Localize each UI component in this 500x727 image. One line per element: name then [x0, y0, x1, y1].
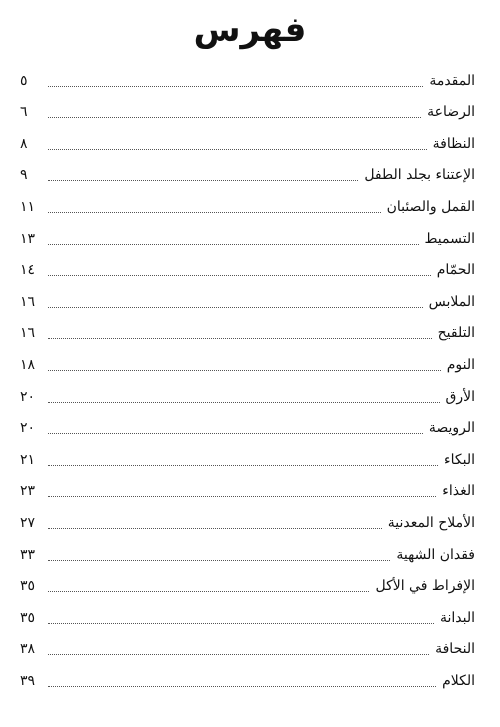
- toc-label: الأرق: [445, 388, 475, 405]
- dot-leader: [48, 432, 423, 434]
- toc-entry: [20, 536, 475, 568]
- toc-entry: [20, 125, 475, 157]
- toc-entry: [20, 188, 475, 220]
- toc-label: التسميط: [424, 230, 475, 247]
- dot-leader: [48, 622, 434, 624]
- toc-label: الحمّام: [436, 262, 475, 279]
- toc-label: المقدمة: [429, 72, 475, 89]
- dot-leader: [48, 243, 419, 245]
- toc-page-number: ١٦: [20, 325, 36, 342]
- toc-label: الكلام: [442, 672, 475, 689]
- toc-label: التلقيح: [437, 325, 475, 342]
- toc-page-number: ٣٩: [20, 672, 36, 689]
- toc-label: الغذاء: [442, 483, 475, 500]
- dot-leader: [48, 211, 381, 213]
- toc-page-number: ٩: [20, 167, 28, 184]
- toc-page-number: ١٤: [20, 262, 36, 279]
- dot-leader: [48, 685, 436, 687]
- toc-page-number: ٣٥: [20, 609, 36, 626]
- table-of-contents: [20, 62, 475, 694]
- toc-entry: [20, 568, 475, 600]
- dot-leader: [48, 306, 423, 308]
- dot-leader: [48, 559, 390, 561]
- dot-leader: [48, 653, 429, 655]
- toc-page-number: ٢٠: [20, 388, 36, 405]
- toc-page-number: ٨: [20, 135, 28, 152]
- toc-page-number: ٢١: [20, 451, 36, 468]
- dot-leader: [48, 274, 431, 276]
- toc-entry: [20, 62, 475, 94]
- toc-entry: [20, 599, 475, 631]
- toc-label: الأملاح المعدنية: [387, 514, 475, 531]
- page-title: فهرس: [193, 10, 307, 50]
- toc-page-number: ٦: [20, 104, 28, 121]
- toc-label: الإعتناء بجلد الطفل: [364, 167, 475, 184]
- dot-leader: [48, 116, 421, 118]
- toc-page-number: ٢٧: [20, 514, 36, 531]
- toc-entry: [20, 315, 475, 347]
- toc-entry: [20, 283, 475, 315]
- toc-entry: [20, 504, 475, 536]
- toc-page-number: ١٨: [20, 356, 36, 373]
- toc-entry: [20, 252, 475, 284]
- dot-leader: [48, 495, 436, 497]
- dot-leader: [48, 527, 382, 529]
- dot-leader: [48, 401, 440, 403]
- toc-entry: [20, 631, 475, 663]
- toc-page-number: ١١: [20, 198, 36, 215]
- toc-page-number: ٢٠: [20, 420, 36, 437]
- toc-page-number: ٢٣: [20, 483, 36, 500]
- toc-label: النظافة: [432, 135, 475, 152]
- dot-leader: [48, 337, 432, 339]
- toc-label: النوم: [446, 356, 475, 373]
- toc-entry: [20, 378, 475, 410]
- toc-entry: [20, 441, 475, 473]
- toc-label: الملابس: [428, 293, 475, 310]
- toc-label: القمل والصئبان: [386, 198, 475, 215]
- dot-leader: [48, 148, 427, 150]
- dot-leader: [48, 179, 358, 181]
- toc-page-number: ٣٨: [20, 641, 36, 658]
- toc-entry: [20, 157, 475, 189]
- dot-leader: [48, 464, 438, 466]
- toc-page-number: ٣٣: [20, 546, 36, 563]
- toc-label: البدانة: [439, 609, 475, 626]
- toc-label: الرضاعة: [427, 104, 475, 121]
- dot-leader: [48, 590, 369, 592]
- toc-page-number: ١٦: [20, 293, 36, 310]
- toc-entry: [20, 662, 475, 694]
- toc-label: فقدان الشهية: [396, 546, 475, 563]
- dot-leader: [48, 85, 423, 87]
- toc-label: البكاء: [444, 451, 475, 468]
- toc-label: النحافة: [435, 641, 475, 658]
- toc-label: الرويصة: [428, 420, 475, 437]
- toc-entry: [20, 220, 475, 252]
- toc-entry: [20, 410, 475, 442]
- toc-page-number: ٥: [20, 72, 28, 89]
- dot-leader: [48, 369, 441, 371]
- toc-page-number: ١٣: [20, 230, 36, 247]
- toc-entry: [20, 473, 475, 505]
- toc-entry: [20, 94, 475, 126]
- toc-page-number: ٣٥: [20, 578, 36, 595]
- toc-entry: [20, 346, 475, 378]
- toc-label: الإفراط في الأكل: [375, 578, 475, 595]
